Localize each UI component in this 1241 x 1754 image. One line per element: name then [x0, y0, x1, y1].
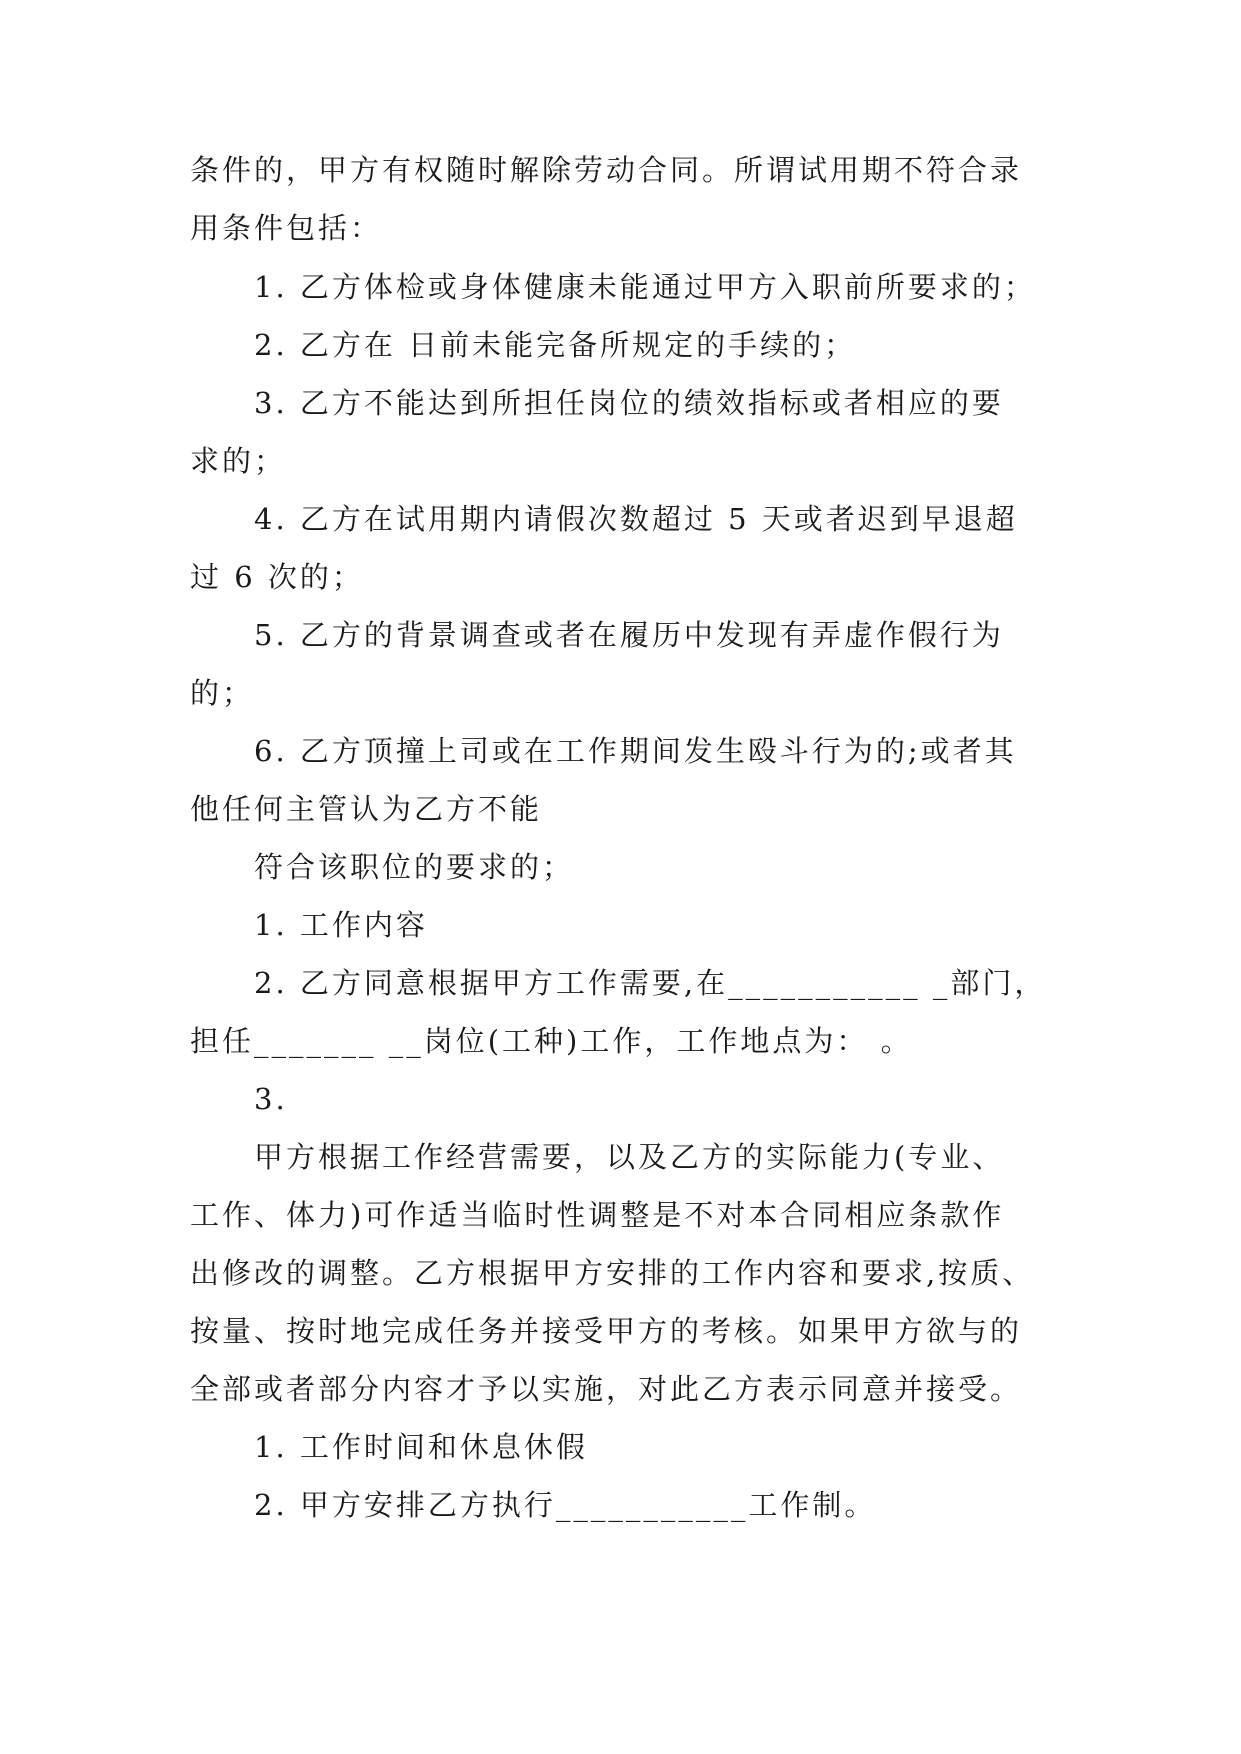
- paragraph-line: 按量、按时地完成任务并接受甲方的考核。如果甲方欲与的: [190, 1314, 1023, 1348]
- text-line: 符合该职位的要求的；: [254, 850, 575, 884]
- paragraph-line: 全部或者部分内容才予以实施，对此乙方表示同意并接受。: [190, 1372, 1023, 1406]
- list-item: 6. 乙方顶撞上司或在工作期间发生殴斗行为的;或者其: [254, 734, 1017, 768]
- text-line: 用条件包括：: [190, 211, 383, 245]
- section-heading: 1. 工作时间和休息休假: [254, 1430, 588, 1464]
- text-line: 求的；: [190, 444, 287, 478]
- list-item: 2. 乙方同意根据甲方工作需要,在___________ _部门，: [254, 966, 1047, 1000]
- text-line: 过 6 次的；: [190, 560, 364, 594]
- list-item: 3. 乙方不能达到所担任岗位的绩效指标或者相应的要: [254, 386, 1004, 420]
- list-item: 2. 甲方安排乙方执行___________工作制。: [254, 1488, 877, 1522]
- list-item: 5. 乙方的背景调查或者在履历中发现有弄虚作假行为: [254, 618, 1004, 652]
- list-item: 2. 乙方在 日前未能完备所规定的手续的；: [254, 328, 857, 362]
- text-line: 他任何主管认为乙方不能: [190, 792, 543, 826]
- text-line: 担任_______ __岗位(工种)工作，工作地点为： 。: [190, 1024, 913, 1058]
- text-line: 的；: [190, 676, 255, 710]
- section-heading: 1. 工作内容: [254, 908, 428, 942]
- paragraph-line: 甲方根据工作经营需要，以及乙方的实际能力(专业、: [254, 1140, 1005, 1174]
- text-line: 条件的，甲方有权随时解除劳动合同。所谓试用期不符合录: [190, 153, 1023, 187]
- list-item: 4. 乙方在试用期内请假次数超过 5 天或者迟到早退超: [254, 502, 1018, 536]
- paragraph-line: 工作、体力)可作适当临时性调整是不对本合同相应条款作: [190, 1198, 1005, 1232]
- list-item: 3.: [254, 1082, 288, 1116]
- paragraph-line: 出修改的调整。乙方根据甲方安排的工作内容和要求,按质、: [190, 1256, 1035, 1290]
- list-item: 1. 乙方体检或身体健康未能通过甲方入职前所要求的；: [254, 270, 1036, 304]
